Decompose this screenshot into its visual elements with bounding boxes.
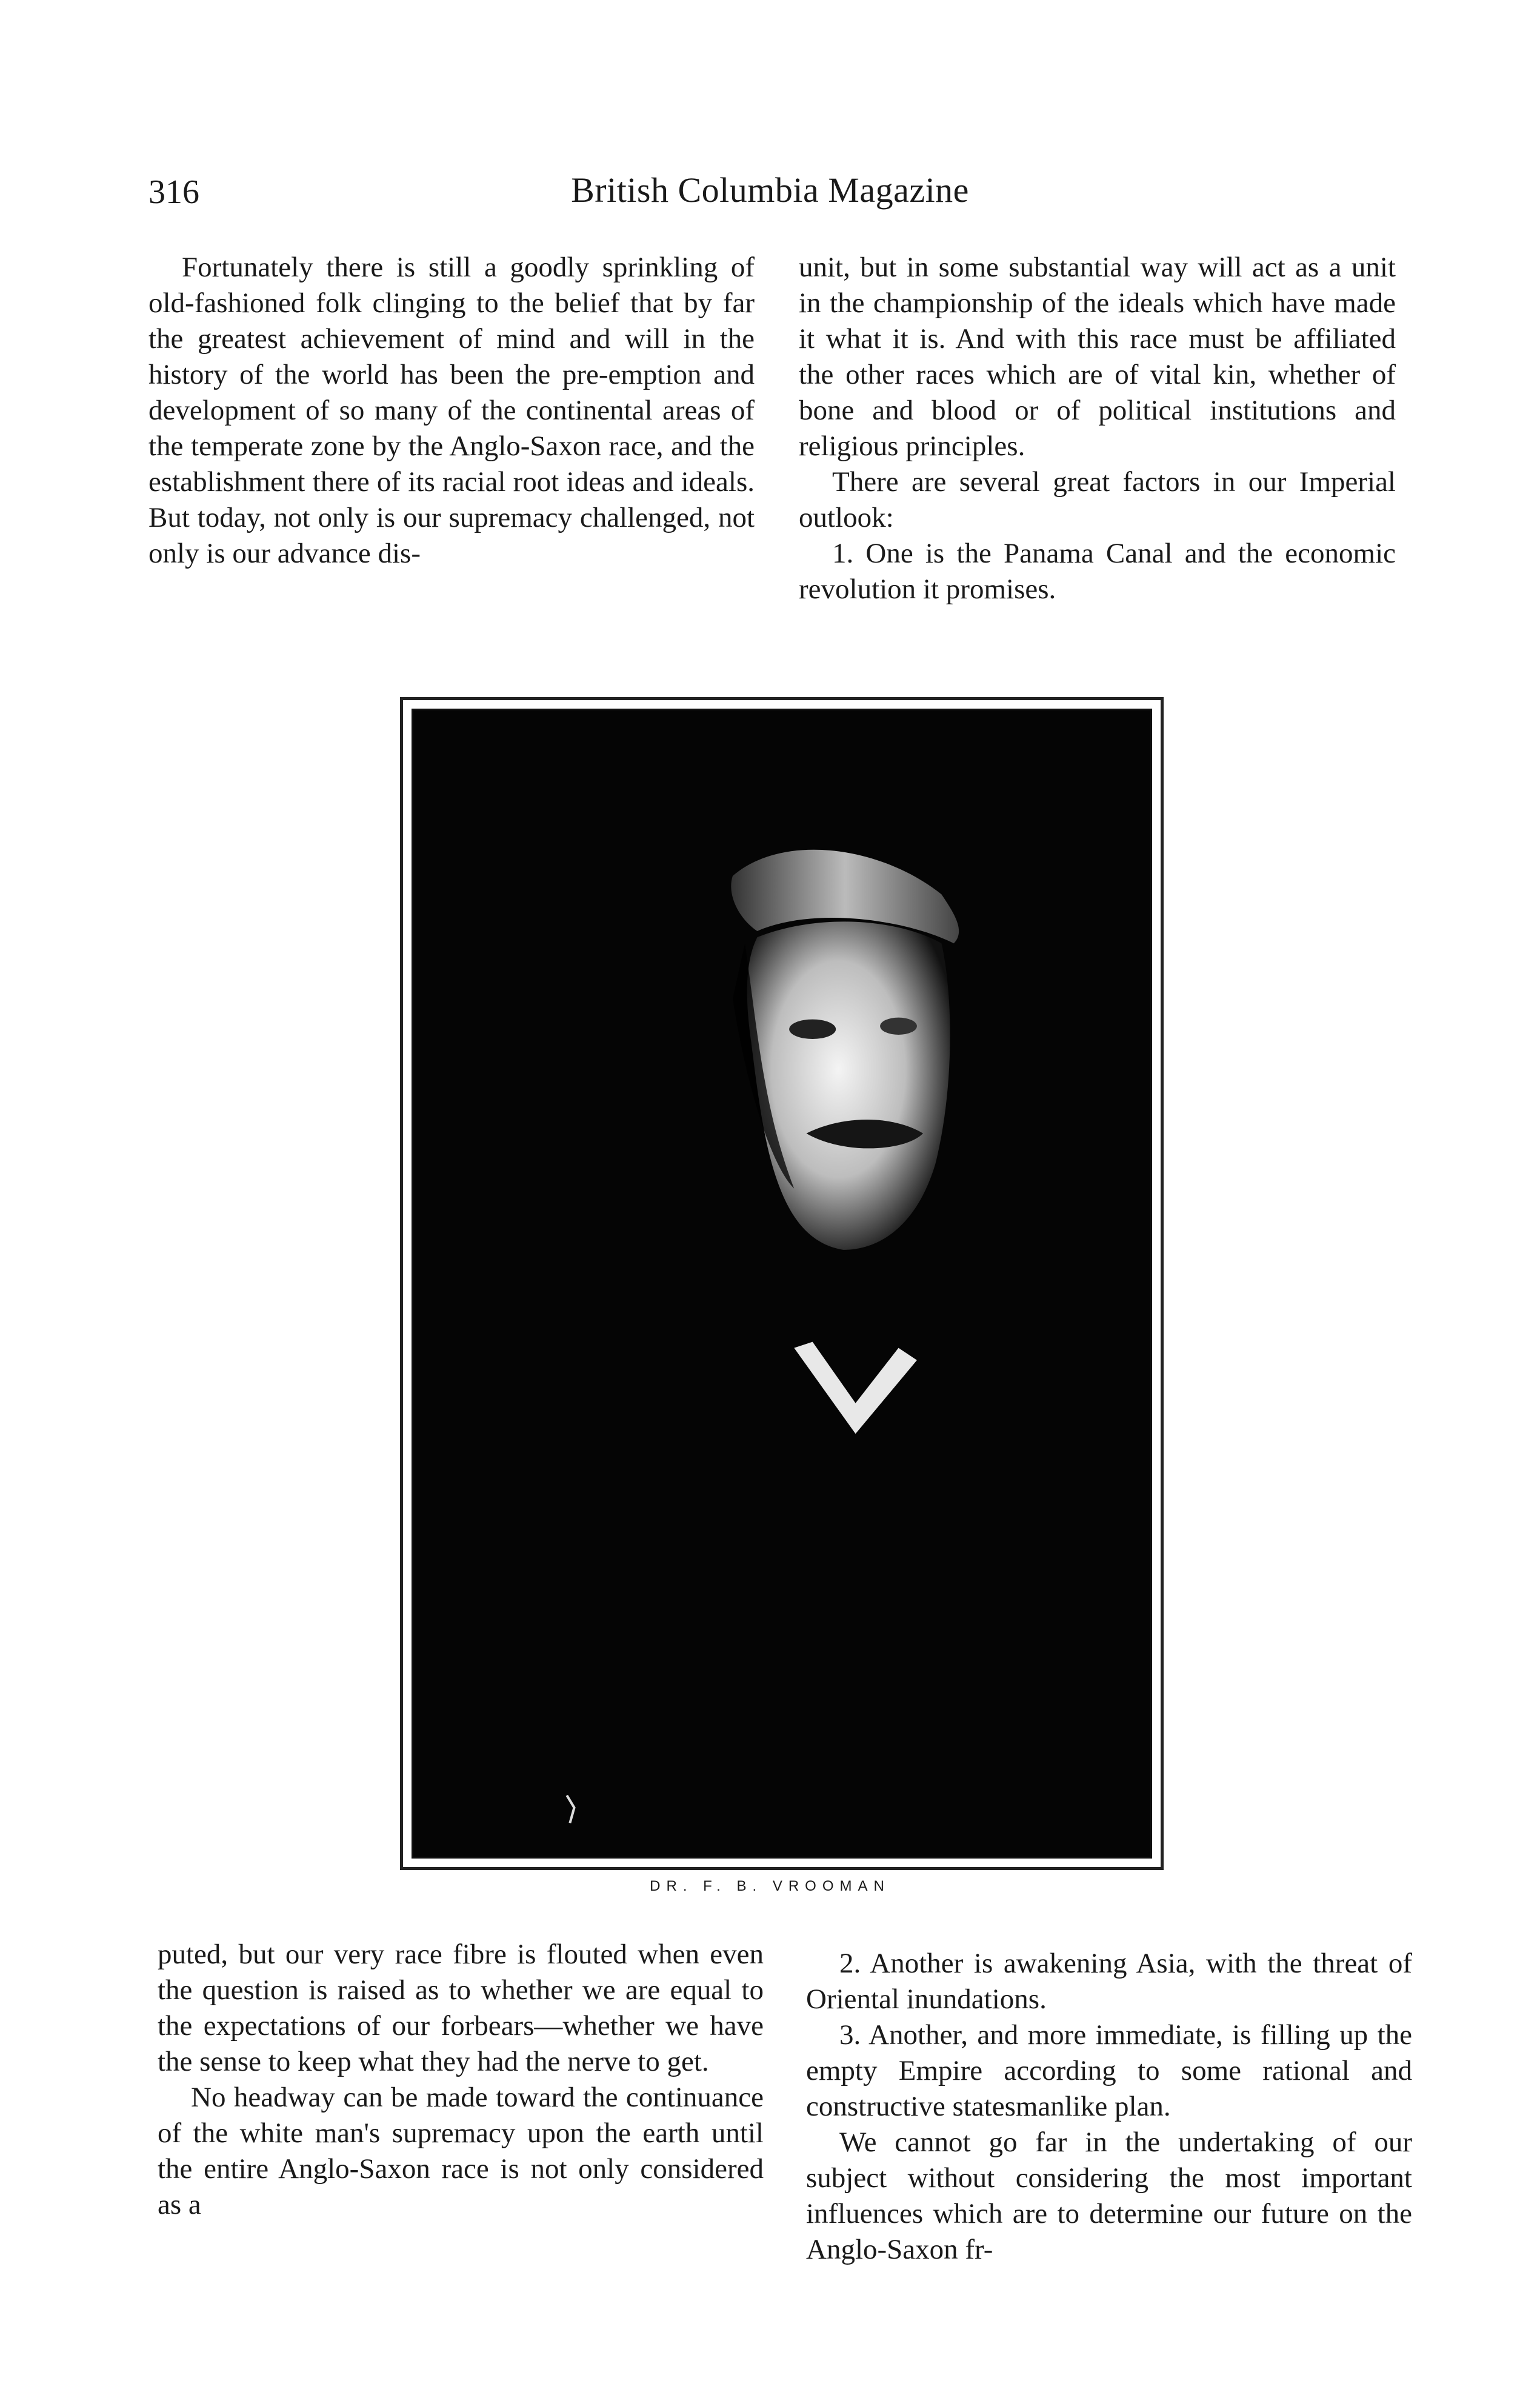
- left-column-top: [148, 250, 755, 572]
- paragraph: There are several great factors in our Imperial outlook:: [799, 466, 1396, 533]
- paragraph: No headway can be made toward the continuance of the white man's supremacy upon the earth until the entire Anglo-Saxon race is not only considered as a: [158, 2082, 764, 2220]
- running-head: British Columbia Magazine: [571, 170, 969, 210]
- paragraph: We cannot go far in the undertaking of our subject without considering the most important influences which are to determine our future on the Anglo-Saxon fr-: [806, 2126, 1412, 2265]
- portrait-photo-frame: [400, 697, 1164, 1870]
- right-column-bottom: [806, 1946, 1412, 2268]
- paragraph: 2. Another is awakening Asia, with the threat of Oriental inundations.: [806, 1948, 1412, 2015]
- paragraph: unit, but in some substantial way will act as a unit in the championship of the ideals which have made it what it is. And with this race must be affiliated the other races which are of vital kin, whether of bone and blood or of political institutions and religious principles.: [799, 252, 1396, 462]
- paragraph: Fortunately there is still a goodly sprinkling of old-fashioned folk clinging to the belief that by far the greatest achievement of mind and will in the history of the world has been the pre-emption and development of so many of the continental areas of the temperate zone by the Anglo-Saxon race, and the establishment there of its racial root ideas and ideals. But today, not only is our supremacy challenged, not only is our advance dis-: [148, 252, 755, 569]
- figure-caption: DR. F. B. VROOMAN: [650, 1878, 890, 1894]
- paragraph: puted, but our very race fibre is flouted when even the question is raised as to whether we are equal to the expectations of our forbears—whether we have the sense to keep what they had the nerve to get.: [158, 1939, 764, 2077]
- left-column-bottom: [158, 1937, 764, 2223]
- paragraph: 1. One is the Panama Canal and the economic revolution it promises.: [799, 538, 1396, 605]
- page-number: 316: [148, 173, 199, 211]
- portrait-photo: [412, 709, 1152, 1859]
- paragraph: 3. Another, and more immediate, is filling up the empty Empire according to some rational and constructive statesmanlike plan.: [806, 2019, 1412, 2122]
- portrait-image: [413, 710, 1150, 1857]
- right-column-top: [799, 250, 1396, 607]
